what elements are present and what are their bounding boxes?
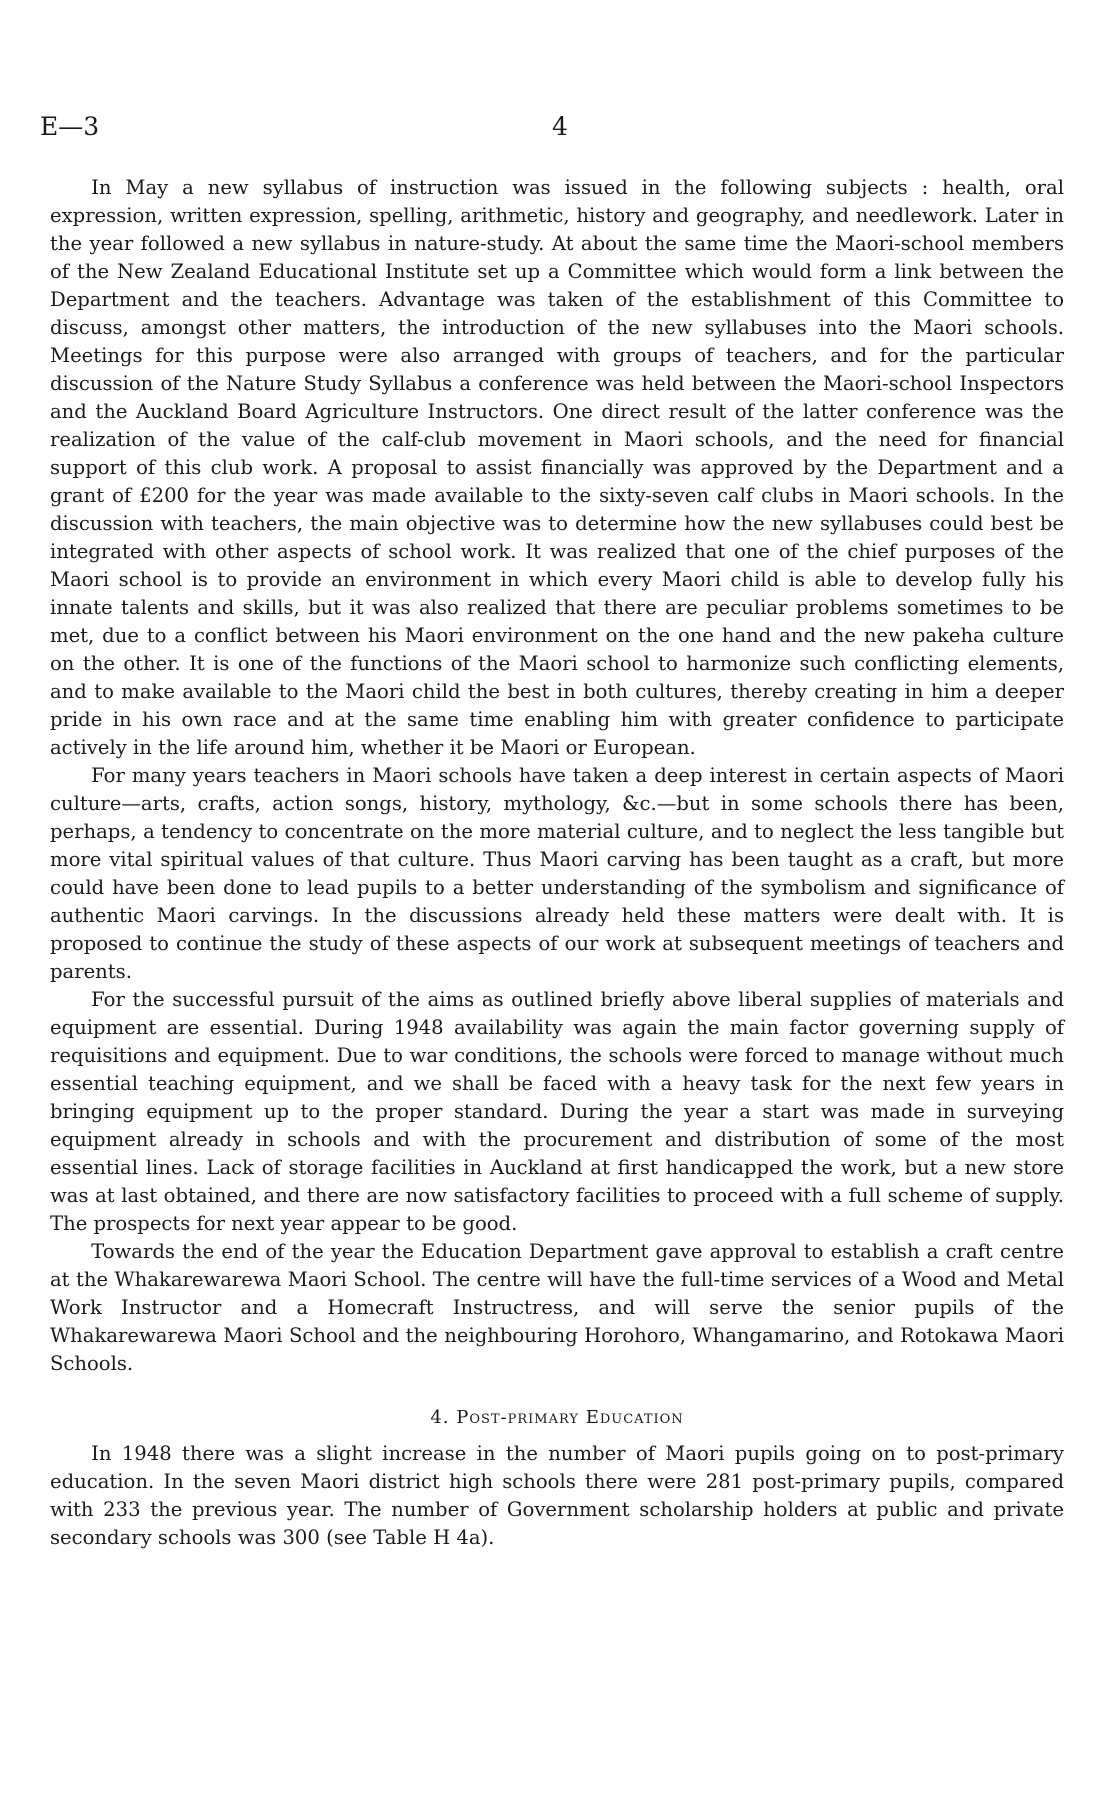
page-header bbox=[40, 112, 1080, 152]
paragraph-maori-culture: For many years teachers in Maori schools have taken a deep interest in certain aspects of Maori culture—arts, crafts, action songs, history, mythology, &c.—but in some schools there has been, perhaps, a tendency to concentrate on the more material culture, and to neglect the less tangible but more vital spiritual values of that culture. Thus Maori carving has been taught as a craft, but more could have been done to lead pupils to a better understanding of the symbolism and significance of authentic Maori carvings. In the discussions already held these matters were dealt with. It is proposed to continue the study of these aspects of our work at subsequent meetings of teachers and parents. bbox=[50, 764, 1064, 983]
paragraph-craft-centre: Towards the end of the year the Education Department gave approval to establish a craft centre at the Whakarewarewa Maori School. The centre will have the full-time services of a Wood and Metal Work Instructor and a Homecraft Instructress, and will serve the senior pupils of the Whakarewarewa Maori School and the neighbouring Horohoro, Whangamarino, and Rotokawa Maori Schools. bbox=[50, 1240, 1064, 1375]
body-text bbox=[50, 174, 1064, 1552]
page-number: 4 bbox=[552, 112, 568, 141]
paragraph-post-primary: In 1948 there was a slight increase in the number of Maori pupils going on to post-primary education. In the seven Maori district high schools there were 281 post-primary pupils, compared with 233 the previous year. The number of Government scholarship holders at public and private secondary schools was 300 (see Table H 4a). bbox=[50, 1442, 1064, 1549]
paragraph-syllabus: In May a new syllabus of instruction was issued in the following subjects : health, oral expression, written expression, spelling, arithmetic, history and geography, and needlework. Later in the year followed a new syllabus in nature-study. At about the same time the Maori-school members of the New Zealand Educational Institute set up a Committee which would form a link between the Department and the teachers. Advantage was taken of the establishment of this Committee to discuss, amongst other matters, the introduction of the new syllabuses into the Maori schools. Meetings for this purpose were also arranged with groups of teachers, and for the particular discussion of the Nature Study Syllabus a conference was held between the Maori-school Inspectors and the Auckland Board Agriculture Instructors. One direct result of the latter conference was the realization of the value of the calf-club movement in Maori schools, and the need for financial support of this club work. A proposal to assist financially was approved by the Department and a grant of £200 for the year was made available to the sixty-seven calf clubs in Maori schools. In the discussion with teachers, the main objective was to determine how the new syllabuses could best be integrated with other aspects of school work. It was realized that one of the chief purposes of the Maori school is to provide an environment in which every Maori child is able to develop fully his innate talents and skills, but it was also realized that there are peculiar problems sometimes to be met, due to a conflict between his Maori environment on the one hand and the new pakeha culture on the other. It is one of the functions of the Maori school to harmonize such conflicting elements, and to make available to the Maori child the best in both cultures, thereby creating in him a deeper pride in his own race and at the same time enabling him with greater confidence to participate actively in the life around him, whether it be Maori or European. bbox=[50, 176, 1064, 759]
paragraph-equipment: For the successful pursuit of the aims as outlined briefly above liberal supplies of materials and equipment are essential. During 1948 availability was again the main factor governing supply of requisitions and equipment. Due to war conditions, the schools were forced to manage without much essential teaching equipment, and we shall be faced with a heavy task for the next few years in bringing equipment up to the proper standard. During the year a start was made in surveying equipment already in schools and with the procurement and distribution of some of the most essential lines. Lack of storage facilities in Auckland at first handicapped the work, but a new store was at last obtained, and there are now satisfactory facilities to proceed with a full scheme of supply. The prospects for next year appear to be good. bbox=[50, 988, 1064, 1235]
section-heading: 4. Post-primary Education bbox=[430, 1407, 684, 1428]
document-reference: E—3 bbox=[40, 112, 100, 141]
